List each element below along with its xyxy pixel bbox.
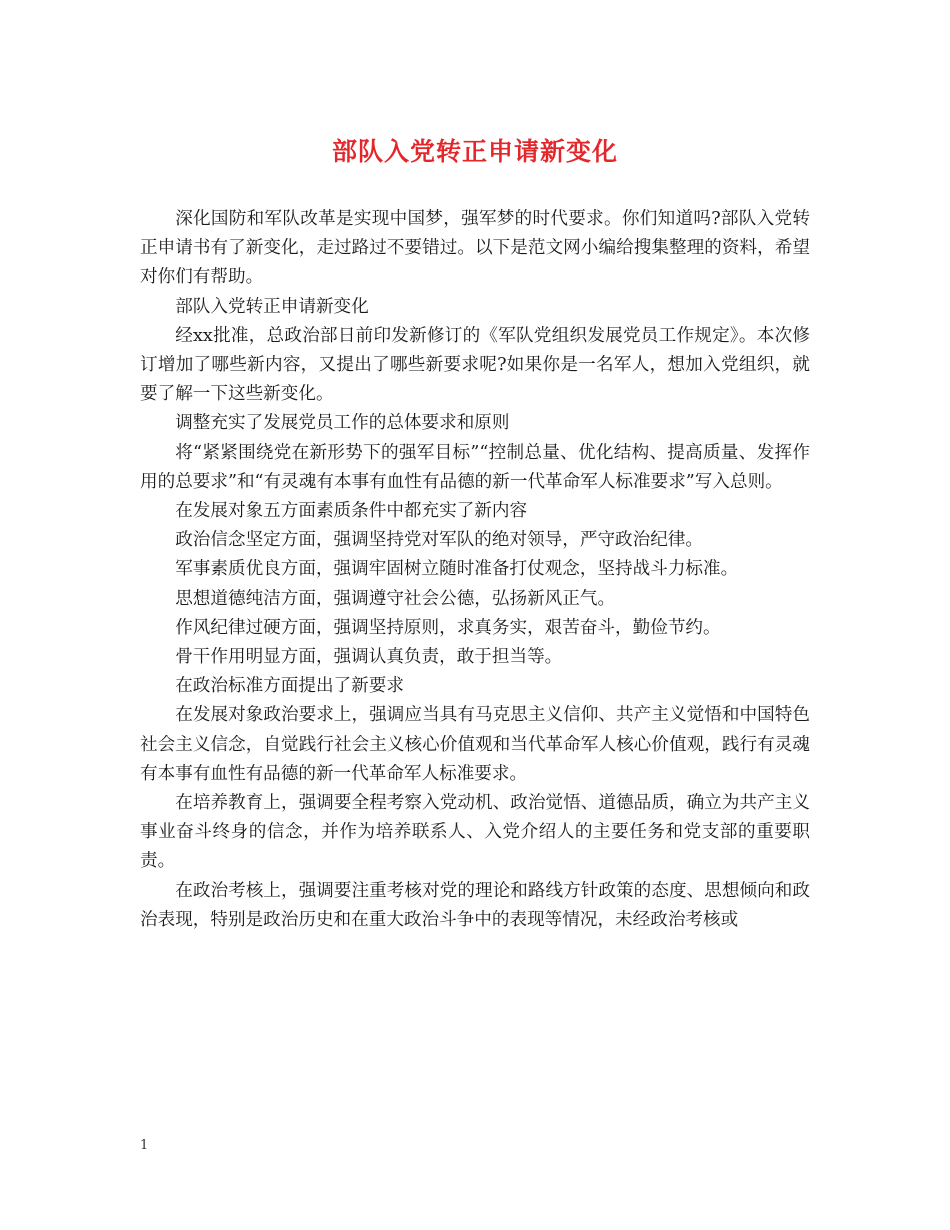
paragraph: 军事素质优良方面，强调牢固树立随时准备打仗观念，坚持战斗力标准。 <box>175 559 739 580</box>
paragraph: 在政治考核上，强调要注重考核对党的理论和路线方针政策的态度、思想倾向和政治表现，特别是政治历史和在重大政治斗争中的表现等情况，未经政治考核或 <box>140 880 810 930</box>
section-heading: 部队入党转正申请新变化 <box>175 296 369 317</box>
document-body <box>140 205 810 935</box>
paragraph: 骨干作用明显方面，强调认真负责，敢于担当等。 <box>175 647 563 668</box>
paragraph: 思想道德纯洁方面，强调遵守社会公德，弘扬新风正气。 <box>175 588 616 609</box>
page-number: 1 <box>140 1138 149 1153</box>
paragraph: 经xx批准，总政治部日前印发新修订的《军队党组织发展党员工作规定》。本次修订增加了哪些新内容，又提出了哪些新要求呢?如果你是一名军人，想加入党组织，就要了解一下这些新变化。 <box>140 325 810 405</box>
document-title: 部队入党转正申请新变化 <box>331 137 618 166</box>
paragraph: 在培养教育上，强调要全程考察入党动机、政治觉悟、道德品质，确立为共产主义事业奋斗终身的信念，并作为培养联系人、入党介绍人的主要任务和党支部的重要职责。 <box>140 793 810 872</box>
paragraph: 将“紧紧围绕党在新形势下的强军目标”“控制总量、优化结构、提高质量、发挥作用的总要求”和“有灵魂有本事有血性有品德的新一代革命军人标准要求”写入总则。 <box>140 442 810 492</box>
paragraph: 政治信念坚定方面，强调坚持党对军队的绝对领导，严守政治纪律。 <box>175 530 704 551</box>
paragraph: 深化国防和军队改革是实现中国梦，强军梦的时代要求。你们知道吗?部队入党转正申请书有了新变化，走过路过不要错过。以下是范文网小编给搜集整理的资料，希望对你们有帮助。 <box>140 209 810 288</box>
section-heading: 在发展对象五方面素质条件中都充实了新内容 <box>175 501 528 522</box>
paragraph: 作风纪律过硬方面，强调坚持原则，求真务实，艰苦奋斗，勤俭节约。 <box>175 617 721 638</box>
paragraph: 在发展对象政治要求上，强调应当具有马克思主义信仰、共产主义觉悟和中国特色社会主义信念，自觉践行社会主义核心价值观和当代革命军人核心价值观，践行有灵魂有本事有血性有品德的新一代革命军人标准要求。 <box>140 705 810 784</box>
section-heading: 调整充实了发展党员工作的总体要求和原则 <box>175 413 510 434</box>
section-heading: 在政治标准方面提出了新要求 <box>175 676 404 697</box>
